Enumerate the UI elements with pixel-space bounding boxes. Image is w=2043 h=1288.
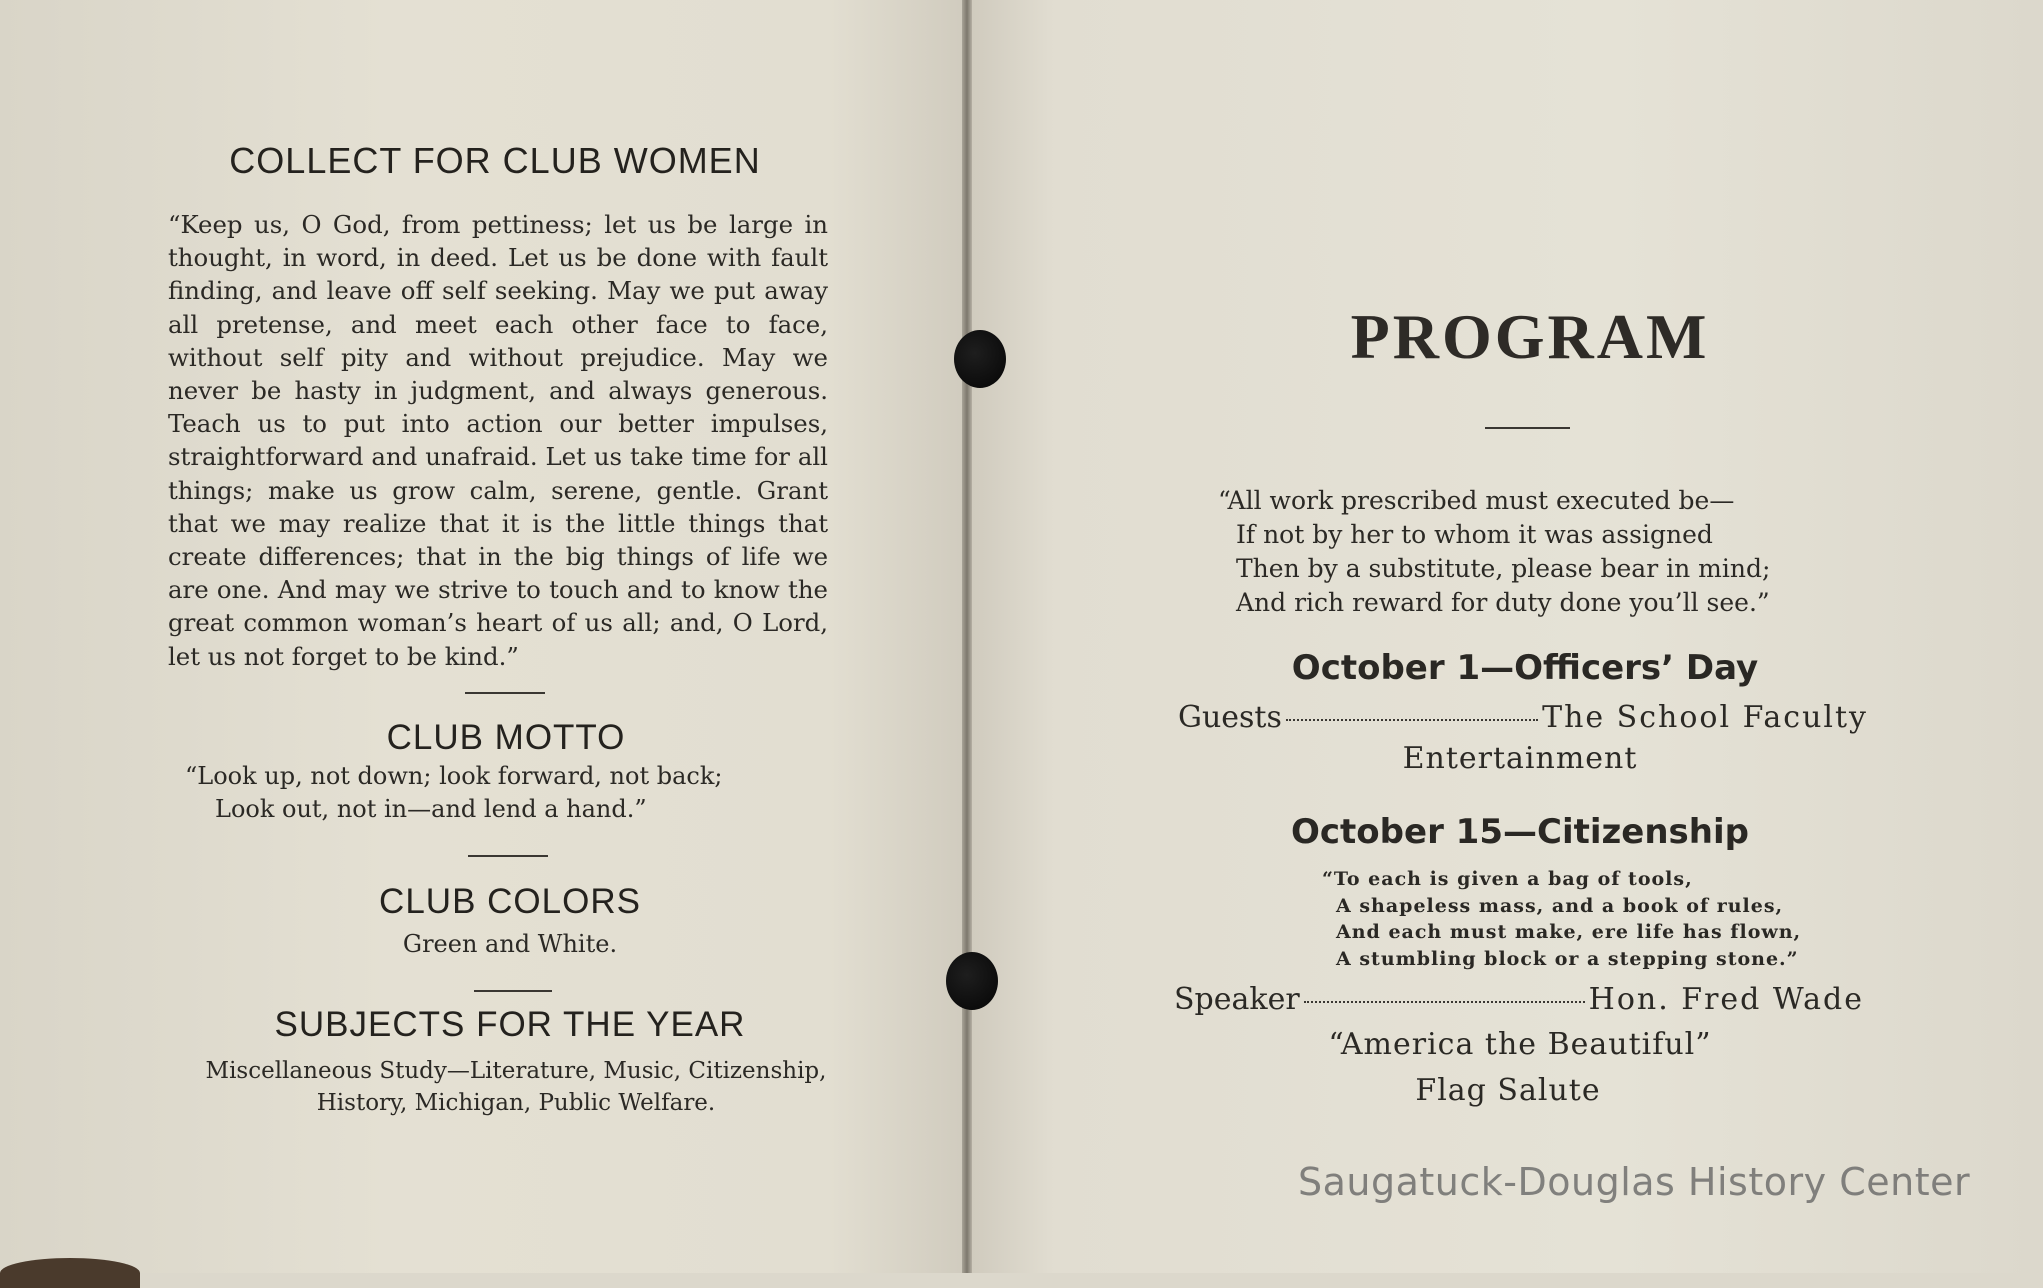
- program-title: PROGRAM: [1350, 301, 1710, 372]
- table-edge: [0, 1258, 140, 1288]
- motto-title: CLUB MOTTO: [386, 718, 626, 757]
- flag-salute-text: Flag Salute: [1415, 1073, 1601, 1108]
- binding-hole-bottom: [946, 952, 998, 1010]
- citizenship-quote: [1322, 866, 1882, 972]
- subjects-title: SUBJECTS FOR THE YEAR: [274, 1005, 746, 1044]
- quote-line: A shapeless mass, and a book of rules,: [1336, 894, 1784, 917]
- watermark: Saugatuck-Douglas History Center: [1298, 1160, 1971, 1204]
- speaker-label: Speaker: [1174, 982, 1300, 1017]
- collect-text: “Keep us, O God, from pettiness; let us be large in thought, in word, in deed. Let us be done with fault finding, and leave off self seeking. May we put away all pretense, and meet each other face to face, without self pity and without prejudice. May we never be hasty in judgment, and always generous. Teach us to put into action our better impulses, straightforward and unafraid. Let us take time for all things; make us grow calm, serene, gentle. Grant that we may realize that it is the little things that create differences; that in the big things of life we are one. And may we strive to touch and to know the great common woman’s heart of us all; and, O Lord, let us not forget to be kind.”: [168, 210, 828, 671]
- colors-text: Green and White.: [402, 930, 618, 958]
- divider: [468, 855, 548, 857]
- verse-line: If not by her to whom it was assigned: [1236, 520, 1713, 549]
- divider: [1485, 427, 1570, 429]
- verse-line: And rich reward for duty done you’ll see.”: [1236, 588, 1770, 617]
- quote-line: “To each is given a bag of tools,: [1322, 868, 1693, 890]
- motto-line: “Look up, not down; look forward, not back;: [185, 762, 723, 790]
- entertainment-text: Entertainment: [1402, 741, 1638, 776]
- motto-line: Look out, not in—and lend a hand.”: [215, 795, 647, 823]
- song-text: “America the Beautiful”: [1328, 1027, 1712, 1062]
- divider: [474, 990, 552, 992]
- guests-row: [1178, 700, 1868, 735]
- event-officers-day-title: October 1—Officers’ Day: [1291, 648, 1759, 688]
- subjects-text: Miscellaneous Study—Literature, Music, Citizenship, History, Michigan, Public Welfare.: [205, 1058, 827, 1116]
- binding-hole-top: [954, 330, 1006, 388]
- program-verse: [1218, 484, 1858, 620]
- dot-leader: [1286, 719, 1538, 721]
- collect-title: COLLECT FOR CLUB WOMEN: [229, 140, 761, 181]
- quote-line: A stumbling block or a stepping stone.”: [1336, 947, 1799, 970]
- divider: [465, 692, 545, 694]
- motto-text: [185, 760, 785, 826]
- event-citizenship-title: October 15—Citizenship: [1291, 812, 1749, 852]
- dot-leader: [1304, 1001, 1585, 1003]
- guests-label: Guests: [1178, 700, 1282, 735]
- verse-line: “All work prescribed must executed be—: [1218, 486, 1735, 515]
- colors-title: CLUB COLORS: [379, 882, 641, 921]
- verse-line: Then by a substitute, please bear in mind;: [1236, 554, 1771, 583]
- speaker-value: Hon. Fred Wade: [1588, 982, 1864, 1017]
- guests-value: The School Faculty: [1542, 700, 1868, 735]
- booklet-spine: [962, 0, 972, 1273]
- speaker-row: [1174, 982, 1864, 1017]
- quote-line: And each must make, ere life has flown,: [1336, 921, 1802, 943]
